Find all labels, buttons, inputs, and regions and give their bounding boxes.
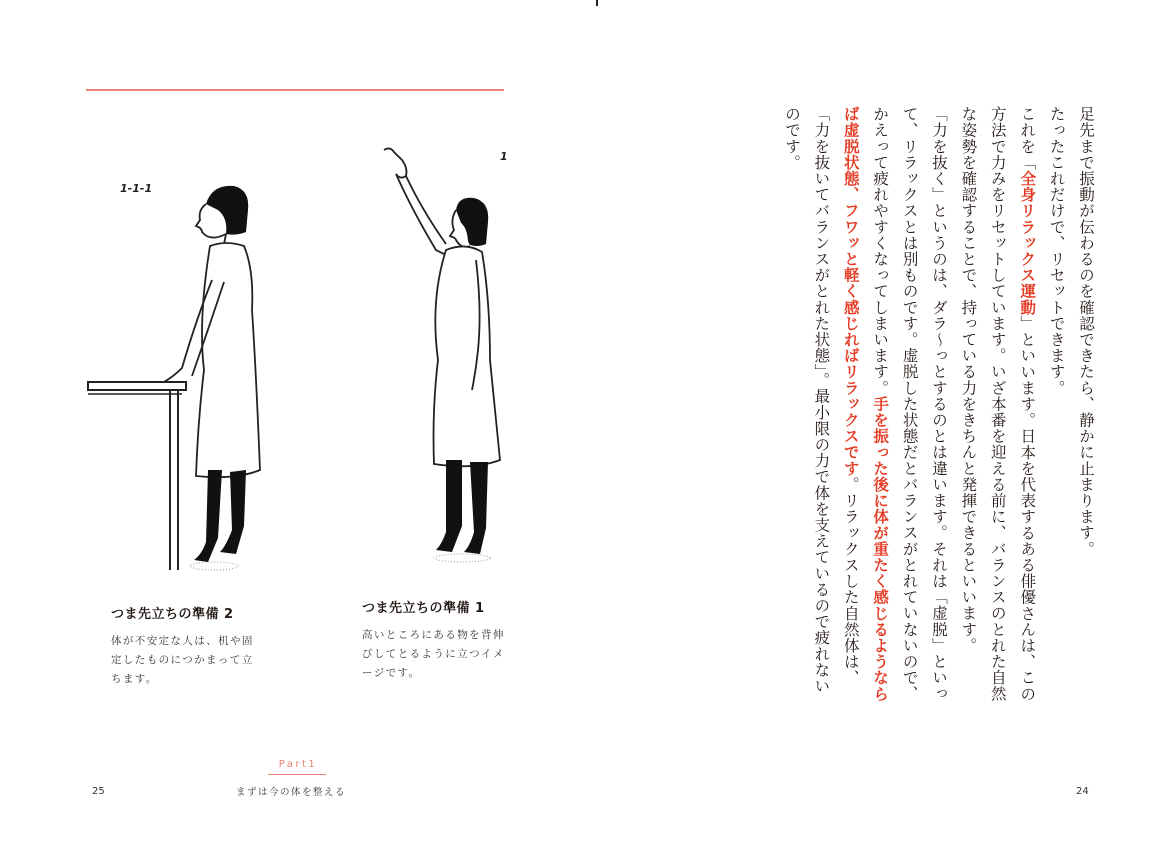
text-run: これを「 bbox=[1018, 106, 1037, 171]
page-number-right: 24 bbox=[1076, 786, 1089, 797]
part-label: Part1 bbox=[278, 759, 318, 770]
highlight-text: 全身リラックス運動 bbox=[1018, 170, 1037, 316]
figure-label: 1-1-1 bbox=[120, 182, 153, 195]
paragraph: たったこれだけで、リセットできます。 bbox=[1047, 106, 1066, 396]
caption-tiptoe-prep-1 bbox=[362, 600, 512, 683]
caption-title: つま先立ちの準備 2 bbox=[111, 607, 234, 622]
part-underline bbox=[268, 774, 326, 775]
text-run: 」といいます。日本を代表するある俳優さんは、この方法で力みをリセットしています。いざ本番を迎える前に、バランスのとれた自然な姿勢を確認することで、持っている力をきちんと発揮できるといいます。 bbox=[959, 106, 1037, 702]
header-rule bbox=[86, 89, 504, 91]
gutter-mark bbox=[596, 0, 598, 6]
figure-tiptoe-prep-2 bbox=[86, 170, 336, 590]
page-number-left: 25 bbox=[92, 786, 105, 797]
figure-label: 1 bbox=[500, 150, 508, 163]
caption-title: つま先立ちの準備 1 bbox=[362, 601, 485, 616]
text-run: 。リラックスした自然体は、「力を抜いてバランスがとれた状態」。最小限の力で体を支えているので疲れないのです。 bbox=[782, 106, 860, 694]
paragraph bbox=[777, 106, 953, 706]
woman-reaching-up-illustration bbox=[350, 140, 520, 590]
chapter-title: まずは今の体を整える bbox=[236, 787, 347, 798]
caption-tiptoe-prep-2 bbox=[111, 606, 261, 689]
woman-holding-table-illustration bbox=[86, 170, 336, 590]
caption-body: 体が不安定な人は、机や固定したものにつかまって立ちます。 bbox=[111, 635, 254, 685]
caption-body: 高いところにある物を背伸びしてとるように立つイメージです。 bbox=[362, 629, 505, 679]
highlight-text: 手を振った後に体が重たく感じるようならば虚脱状態、フワッと軽く感じればリラックスです bbox=[841, 106, 890, 702]
paragraph bbox=[953, 106, 1041, 706]
body-text-vertical bbox=[782, 106, 1100, 706]
text-run: 「力を抜く」というのは、ダラ〜っとするのとは違います。それは「虚脱」といって、リラックスとは別ものです。虚脱した状態だとバランスがとれていないので、かえって疲れやすくなってしまいます。 bbox=[871, 106, 948, 702]
figure-tiptoe-prep-1 bbox=[350, 140, 520, 590]
paragraph: 足先まで振動が伝わるのを確認できたら、静かに止まります。 bbox=[1077, 106, 1095, 557]
